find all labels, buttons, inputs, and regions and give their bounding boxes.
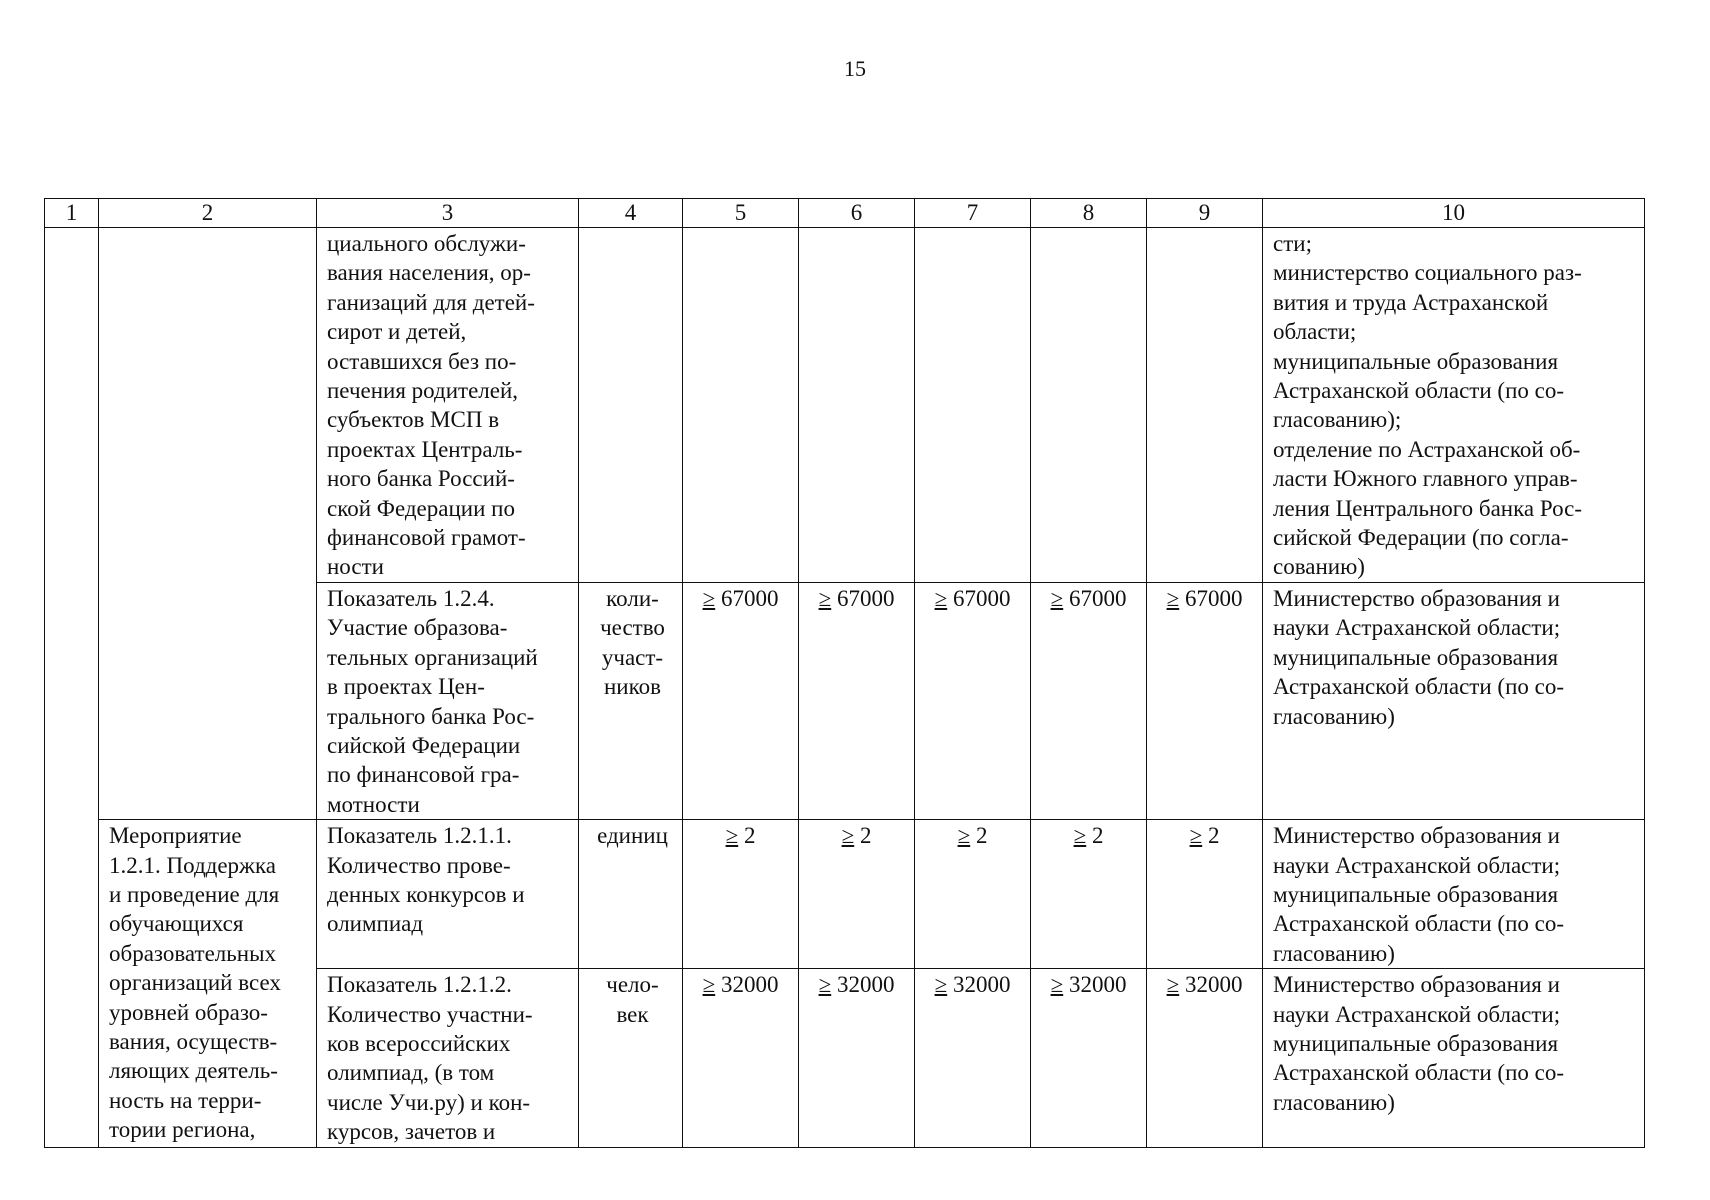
event-cell: Мероприятие 1.2.1. Поддержка и проведение для обучающихся образовательных организаций всех уровней образо- вания, осуществ- ляющих деятель- ность на терри- тории региона,	[99, 820, 317, 1147]
ge-sign: ≥	[957, 823, 971, 849]
responsible-cell: Министерство образования и науки Астраханской области; муниципальные образования Астраханской области (по со- гласованию)	[1263, 820, 1645, 969]
value-number: 67000	[720, 585, 779, 611]
value-number: 32000	[720, 972, 779, 998]
responsible-cell: Министерство образования и науки Астраханской области; муниципальные образования Астраханской области (по со- гласованию)	[1263, 969, 1645, 1147]
ge-sign: ≥	[702, 585, 716, 611]
value-cell	[1147, 969, 1263, 1147]
value-cell	[1031, 969, 1147, 1147]
value-number: 32000	[1068, 972, 1127, 998]
value-cell	[1031, 820, 1147, 969]
column-header: 10	[1263, 199, 1645, 228]
value-number: 67000	[836, 585, 895, 611]
value-cell	[915, 820, 1031, 969]
indicator-cell: циального обслужи- вания населения, ор- ганизаций для детей- сирот и детей, оставшихся без по- печения родителей, субъектов МСП в проектах Централь- ного банка Россий- ской Федерации по финансовой грамот- ности	[317, 228, 579, 583]
value-number: 2	[975, 823, 988, 849]
value-number: 2	[1207, 823, 1220, 849]
unit-cell	[579, 228, 683, 583]
indicator-cell: Показатель 1.2.4. Участие образова- тельных организаций в проектах Цен- трального банка Рос- сийской Федерации по финансовой гра- мотности	[317, 582, 579, 819]
value-cell	[1031, 582, 1147, 819]
column-header: 3	[317, 199, 579, 228]
ge-sign: ≥	[1073, 823, 1087, 849]
column-header: 1	[45, 199, 99, 228]
column-header: 5	[683, 199, 799, 228]
ge-sign: ≥	[818, 972, 832, 998]
indicators-table	[44, 198, 1645, 1148]
value-cell	[799, 969, 915, 1147]
value-number: 32000	[952, 972, 1011, 998]
ge-sign: ≥	[841, 823, 855, 849]
responsible-cell: Министерство образования и науки Астраханской области; муниципальные образования Астраханской области (по со- гласованию)	[1263, 582, 1645, 819]
unit-cell: единиц	[579, 820, 683, 969]
value-number: 2	[1091, 823, 1104, 849]
value-cell	[799, 820, 915, 969]
column-header: 7	[915, 199, 1031, 228]
value-cell	[1147, 228, 1263, 583]
value-cell	[1147, 820, 1263, 969]
ge-sign: ≥	[702, 972, 716, 998]
ge-sign: ≥	[1166, 972, 1180, 998]
value-cell	[683, 228, 799, 583]
col1-cell	[45, 228, 99, 1148]
value-cell	[683, 820, 799, 969]
event-cell-empty	[99, 228, 317, 820]
indicator-cell: Показатель 1.2.1.1. Количество прове- денных конкурсов и олимпиад	[317, 820, 579, 969]
value-number: 2	[743, 823, 756, 849]
value-cell	[1031, 228, 1147, 583]
column-header: 2	[99, 199, 317, 228]
unit-cell: чело- век	[579, 969, 683, 1147]
column-header: 6	[799, 199, 915, 228]
column-number-row	[45, 199, 1645, 228]
ge-sign: ≥	[725, 823, 739, 849]
column-header: 4	[579, 199, 683, 228]
column-header: 9	[1147, 199, 1263, 228]
value-number: 32000	[836, 972, 895, 998]
value-cell	[915, 228, 1031, 583]
ge-sign: ≥	[1189, 823, 1203, 849]
ge-sign: ≥	[934, 972, 948, 998]
value-cell	[799, 228, 915, 583]
ge-sign: ≥	[1050, 972, 1064, 998]
indicator-cell: Показатель 1.2.1.2. Количество участни- ков всероссийских олимпиад, (в том числе Учи.ру) и кон- курсов, зачетов и	[317, 969, 579, 1147]
ge-sign: ≥	[934, 585, 948, 611]
value-cell	[915, 582, 1031, 819]
responsible-cell: сти; министерство социального раз- вития и труда Астраханской области; муниципальные образования Астраханской области (по со- гласованию); отделение по Астраханской об- ласти Южного главного управ- ления Центрального банка Рос- сийской Федерации (по согла- сованию)	[1263, 228, 1645, 583]
ge-sign: ≥	[1050, 585, 1064, 611]
value-number: 67000	[1068, 585, 1127, 611]
ge-sign: ≥	[1166, 585, 1180, 611]
value-cell	[683, 969, 799, 1147]
value-cell	[683, 582, 799, 819]
column-header: 8	[1031, 199, 1147, 228]
value-cell	[799, 582, 915, 819]
ge-sign: ≥	[818, 585, 832, 611]
value-number: 2	[859, 823, 872, 849]
unit-cell: коли- чество участ- ников	[579, 582, 683, 819]
value-number: 67000	[1184, 585, 1243, 611]
table-row	[45, 820, 1645, 969]
page-number: 15	[844, 56, 866, 81]
value-number: 67000	[952, 585, 1011, 611]
table-row	[45, 228, 1645, 583]
value-cell	[915, 969, 1031, 1147]
value-number: 32000	[1184, 972, 1243, 998]
value-cell	[1147, 582, 1263, 819]
